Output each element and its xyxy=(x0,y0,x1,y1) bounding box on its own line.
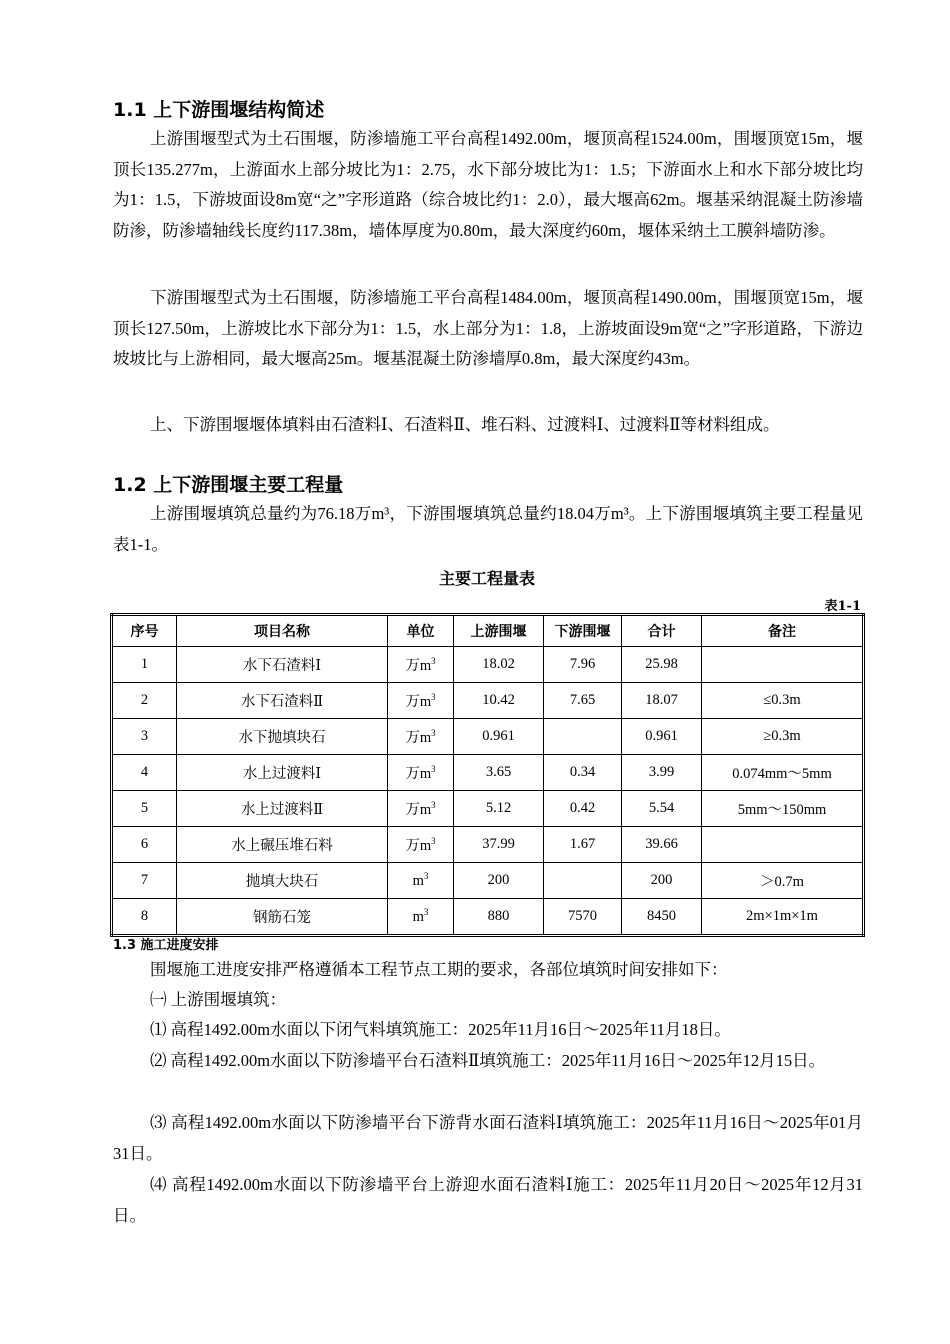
cell-note: ≥0.3m xyxy=(702,719,864,755)
table-row xyxy=(112,827,864,863)
cell-upstream: 5.12 xyxy=(454,791,544,827)
cell-name: 水上过渡料Ⅰ xyxy=(177,755,388,791)
cell-no: 3 xyxy=(112,719,177,755)
section-1-1-paragraph-1: 上游围堰型式为土石围堰，防渗墙施工平台高程1492.00m，堰顶高程1524.00m，围堰顶宽15m，堰顶长135.277m，上游面水上部分坡比为1：2.75，水下部分坡比为1：1.5；下游面水上和水下部分坡比均为1：1.5，下游坡面设8m宽“之”字形道路（综合坡比约1：2.0），最大堰高62m。堰基采纳混凝土防渗墙防渗，防渗墙轴线长度约117.38m，墙体厚度为0.80m，最大深度约60m，堰体采纳土工膜斜墙防渗。 xyxy=(113,129,863,240)
cell-upstream: 10.42 xyxy=(454,683,544,719)
cell-unit xyxy=(388,647,454,683)
cell-name: 水上碾压堆石料 xyxy=(177,827,388,863)
section-1-2-heading: 1.2 上下游围堰主要工程量 xyxy=(113,474,344,496)
section-1-1-heading: 1.1 上下游围堰结构简述 xyxy=(113,99,325,121)
cell-upstream: 3.65 xyxy=(454,755,544,791)
table-caption: 主要工程量表 xyxy=(438,569,535,588)
cell-unit xyxy=(388,827,454,863)
table-row xyxy=(112,683,864,719)
unit-base: 万m xyxy=(405,766,432,782)
cell-name: 水下抛填块石 xyxy=(177,719,388,755)
section-1-3-paragraph-2: ㈠ 上游围堰填筑： xyxy=(150,990,287,1009)
unit-superscript: 3 xyxy=(431,728,436,739)
cell-total: 18.07 xyxy=(622,683,702,719)
table-row xyxy=(112,791,864,827)
table-row xyxy=(112,719,864,755)
unit-base: 万m xyxy=(405,694,432,710)
unit-superscript: 3 xyxy=(431,656,436,667)
col-header-no: 序号 xyxy=(112,615,177,647)
unit-base: 万m xyxy=(405,838,432,854)
unit-base: m xyxy=(412,908,424,925)
unit-superscript: 3 xyxy=(431,800,436,811)
col-header-unit: 单位 xyxy=(388,615,454,647)
cell-total: 5.54 xyxy=(622,791,702,827)
cell-no: 4 xyxy=(112,755,177,791)
cell-total: 8450 xyxy=(622,899,702,936)
col-header-upstream: 上游围堰 xyxy=(454,615,544,647)
cell-no: 1 xyxy=(112,647,177,683)
cell-note: ＞0.7m xyxy=(702,863,864,899)
col-header-downstream: 下游围堰 xyxy=(544,615,622,647)
cell-no: 6 xyxy=(112,827,177,863)
table-row xyxy=(112,647,864,683)
section-1-2-paragraph: 上游围堰填筑总量约为76.18万m³，下游围堰填筑总量约18.04万m³。上下游围堰填筑主要工程量见表1-1。 xyxy=(113,504,863,554)
section-1-3-paragraph-6: ⑷ 高程1492.00m水面以下防渗墙平台上游迎水面石渣料Ⅰ施工：2025年11月20日～2025年12月31日。 xyxy=(113,1175,863,1225)
cell-downstream: 1.67 xyxy=(544,827,622,863)
cell-note: ≤0.3m xyxy=(702,683,864,719)
cell-upstream: 200 xyxy=(454,863,544,899)
cell-name: 水下石渣料Ⅰ xyxy=(177,647,388,683)
cell-downstream: 7570 xyxy=(544,899,622,936)
unit-base: 万m xyxy=(405,730,432,746)
cell-downstream: 7.96 xyxy=(544,647,622,683)
table-row xyxy=(112,863,864,899)
cell-note: 0.074mm～5mm xyxy=(702,755,864,791)
cell-downstream xyxy=(544,719,622,755)
col-header-note: 备注 xyxy=(702,615,864,647)
col-header-total: 合计 xyxy=(622,615,702,647)
cell-upstream: 0.961 xyxy=(454,719,544,755)
cell-downstream: 0.42 xyxy=(544,791,622,827)
cell-upstream: 880 xyxy=(454,899,544,936)
cell-unit xyxy=(388,755,454,791)
cell-total: 3.99 xyxy=(622,755,702,791)
section-1-3-paragraph-5: ⑶ 高程1492.00m水面以下防渗墙平台下游背水面石渣料Ⅰ填筑施工：2025年11月16日～2025年01月31日。 xyxy=(113,1113,863,1163)
cell-no: 5 xyxy=(112,791,177,827)
section-1-3-paragraph-4: ⑵ 高程1492.00m水面以下防渗墙平台石渣料Ⅱ填筑施工：2025年11月16日～2025年12月15日。 xyxy=(150,1051,826,1070)
unit-base: m xyxy=(412,872,424,889)
section-1-1-paragraph-2: 下游围堰型式为土石围堰，防渗墙施工平台高程1484.00m，堰顶高程1490.00m，围堰顶宽15m，堰顶长127.50m，上游坡比水下部分为1：1.5，水上部分为1：1.8，上游坡面设9m宽“之”字形道路，下游边坡坡比与上游相同，最大堰高25m。堰基混凝土防渗墙厚0.8m，最大深度约43m。 xyxy=(113,288,863,368)
unit-base: 万m xyxy=(405,802,432,818)
unit-superscript: 3 xyxy=(431,692,436,703)
cell-unit xyxy=(388,863,454,899)
cell-note xyxy=(702,647,864,683)
unit-superscript: 3 xyxy=(431,836,436,847)
section-1-3-heading: 1.3 施工进度安排 xyxy=(113,938,219,953)
cell-unit xyxy=(388,683,454,719)
table-number: 表1-1 xyxy=(824,599,861,614)
cell-total: 0.961 xyxy=(622,719,702,755)
table-header-row xyxy=(112,615,864,647)
cell-total: 200 xyxy=(622,863,702,899)
cell-name: 抛填大块石 xyxy=(177,863,388,899)
section-1-3-paragraph-1: 围堰施工进度安排严格遵循本工程节点工期的要求，各部位填筑时间安排如下： xyxy=(150,960,728,979)
cell-total: 39.66 xyxy=(622,827,702,863)
cell-total: 25.98 xyxy=(622,647,702,683)
cell-note xyxy=(702,827,864,863)
cell-note: 2m×1m×1m xyxy=(702,899,864,936)
cell-upstream: 37.99 xyxy=(454,827,544,863)
unit-superscript: 3 xyxy=(423,871,429,882)
cell-name: 水下石渣料Ⅱ xyxy=(177,683,388,719)
cell-downstream xyxy=(544,863,622,899)
cell-no: 8 xyxy=(112,899,177,936)
col-header-name: 项目名称 xyxy=(177,615,388,647)
cell-no: 7 xyxy=(112,863,177,899)
cell-unit xyxy=(388,791,454,827)
section-1-1-paragraph-3: 上、下游围堰堰体填料由石渣料Ⅰ、石渣料Ⅱ、堆石料、过渡料Ⅰ、过渡料Ⅱ等材料组成。 xyxy=(150,415,780,434)
unit-superscript: 3 xyxy=(431,764,436,775)
table-row xyxy=(112,755,864,791)
cell-unit xyxy=(388,719,454,755)
cell-note: 5mm～150mm xyxy=(702,791,864,827)
section-1-3-paragraph-3: ⑴ 高程1492.00m水面以下闭气料填筑施工：2025年11月16日～2025年11月18日。 xyxy=(150,1020,731,1039)
cell-downstream: 7.65 xyxy=(544,683,622,719)
cell-name: 水上过渡料Ⅱ xyxy=(177,791,388,827)
unit-superscript: 3 xyxy=(423,907,429,918)
cell-name: 钢筋石笼 xyxy=(177,899,388,936)
cell-no: 2 xyxy=(112,683,177,719)
table-row xyxy=(112,899,864,936)
unit-base: 万m xyxy=(405,658,432,674)
cell-upstream: 18.02 xyxy=(454,647,544,683)
cell-unit xyxy=(388,899,454,936)
quantities-table xyxy=(110,613,865,937)
cell-downstream: 0.34 xyxy=(544,755,622,791)
